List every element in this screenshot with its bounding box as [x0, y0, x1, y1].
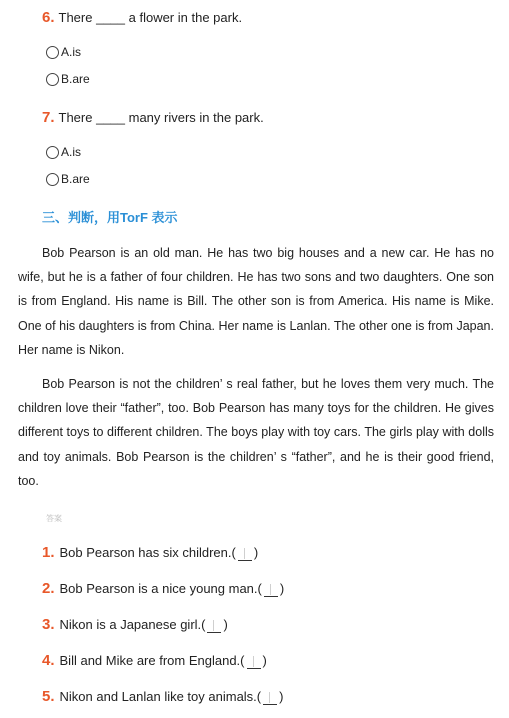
question-text: Bill and Mike are from England.( — [59, 653, 245, 668]
passage-paragraph-1: Bob Pearson is an old man. He has two big houses and a new car. He has no wife, but he is a father of four children. He has two sons and two daughters. One son is from England. His name is Bill. The other son is from America. His name is Mike. One of his daughters is from China. Her name is Lanlan. The other one is from Japan. Her name is Nikon. — [18, 246, 494, 357]
radio-button[interactable] — [46, 173, 59, 186]
close-paren: ) — [253, 545, 259, 560]
question-number: 7. — [42, 109, 55, 126]
close-paren: ) — [223, 617, 228, 632]
option-6b[interactable] — [46, 71, 90, 87]
radio-button[interactable] — [46, 46, 59, 59]
option-label: A.is — [61, 45, 82, 59]
question-text: Bob Pearson is a nice young man.( — [59, 581, 262, 596]
radio-button[interactable] — [46, 146, 59, 159]
tf-question-5 — [42, 688, 283, 706]
answer-blank[interactable] — [264, 582, 278, 597]
question-text: Nikon is a Japanese girl.( — [59, 617, 206, 632]
close-paren: ) — [279, 689, 284, 704]
option-7a[interactable] — [46, 144, 81, 160]
answer-blank[interactable] — [238, 546, 252, 561]
tf-question-2 — [42, 580, 284, 598]
answer-label[interactable]: 答案 — [46, 514, 62, 523]
answer-blank[interactable] — [207, 618, 221, 633]
tf-question-1 — [42, 544, 258, 562]
passage-paragraph-2: Bob Pearson is not the children’ s real father, but he loves them very much. The children love their “father”, too. Bob Pearson has many toys for the children. He gives different toys to different children. The boys play with toy cars. The girls play with dolls and toy animals. Bob Pearson is the children’ s “father”, and he is their good friend, too. — [18, 377, 494, 488]
question-number: 6. — [42, 9, 55, 26]
question-text: There ____ a flower in the park. — [58, 10, 243, 25]
close-paren: ) — [279, 581, 285, 596]
section-title: 三、判断，用TorF 表示 — [42, 210, 178, 225]
answer-blank[interactable] — [247, 654, 261, 669]
question-number: 5. — [42, 688, 55, 705]
question-6 — [42, 9, 242, 27]
question-number: 2. — [42, 580, 55, 597]
question-text: There ____ many rivers in the park. — [58, 110, 264, 125]
tf-question-3 — [42, 616, 228, 634]
option-label: B.are — [61, 172, 90, 186]
question-number: 4. — [42, 652, 55, 669]
radio-button[interactable] — [46, 73, 59, 86]
close-paren: ) — [262, 653, 267, 668]
question-7 — [42, 109, 264, 127]
option-6a[interactable] — [46, 44, 81, 60]
answer-blank[interactable] — [263, 690, 277, 705]
question-text: Nikon and Lanlan like toy animals.( — [59, 689, 262, 704]
option-label: B.are — [61, 72, 90, 86]
option-7b[interactable] — [46, 171, 90, 187]
question-number: 3. — [42, 616, 55, 633]
tf-question-4 — [42, 652, 267, 670]
question-number: 1. — [42, 544, 55, 561]
question-text: Bob Pearson has six children.( — [59, 545, 236, 560]
option-label: A.is — [61, 145, 82, 159]
